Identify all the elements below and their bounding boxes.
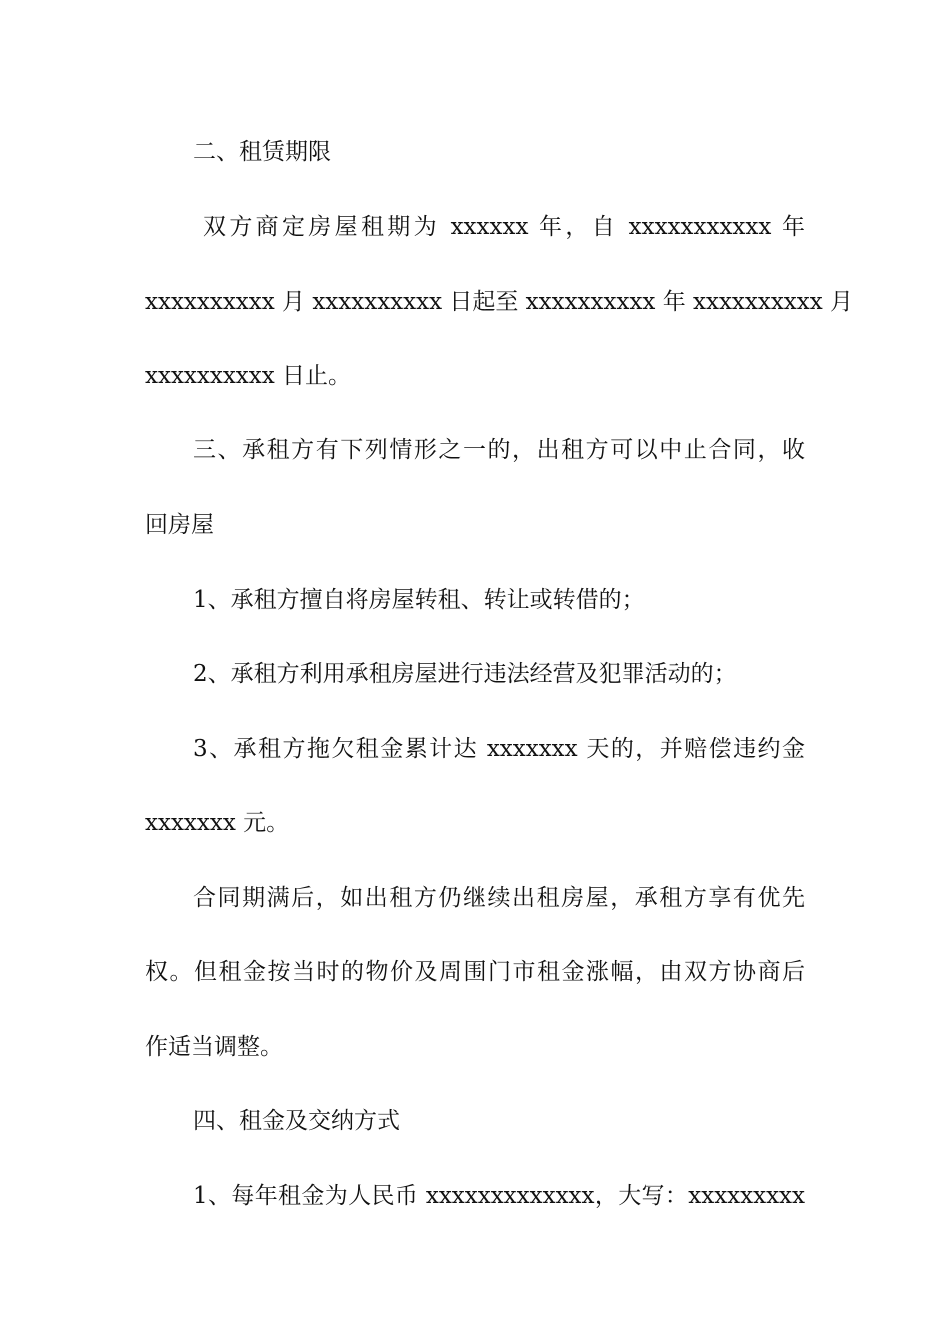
paragraph-line: xxxxxxx 元。 (145, 810, 290, 836)
list-item: 1、承租方擅自将房屋转租、转让或转借的； (193, 587, 645, 613)
paragraph-line: 作适当调整。 (145, 1034, 283, 1060)
section-heading-rent-payment: 四、租金及交纳方式 (193, 1108, 400, 1134)
section-heading-lease-term: 二、租赁期限 (193, 139, 331, 165)
list-item: 2、承租方利用承租房屋进行违法经营及犯罪活动的； (193, 661, 737, 687)
section-heading-termination: 三、承租方有下列情形之一的，出租方可以中止合同，收 (193, 437, 805, 463)
paragraph-line: 回房屋 (145, 512, 214, 538)
paragraph-line: 权。但租金按当时的物价及周围门市租金涨幅，由双方协商后 (145, 959, 805, 985)
list-item: 1、每年租金为人民币 xxxxxxxxxxxxx，大写：xxxxxxxxx (193, 1183, 805, 1209)
paragraph-line: 双方商定房屋租期为 xxxxxx 年，自 xxxxxxxxxxx 年 (203, 214, 805, 240)
list-item: 3、承租方拖欠租金累计达 xxxxxxx 天的，并赔偿违约金 (193, 736, 805, 762)
paragraph-line: xxxxxxxxxx 日止。 (145, 363, 352, 389)
paragraph-line: xxxxxxxxxx 月 xxxxxxxxxx 日起至 xxxxxxxxxx 年 xxxxxxxxxx 月 (145, 289, 854, 315)
paragraph-line: 合同期满后，如出租方仍继续出租房屋，承租方享有优先 (193, 885, 805, 911)
